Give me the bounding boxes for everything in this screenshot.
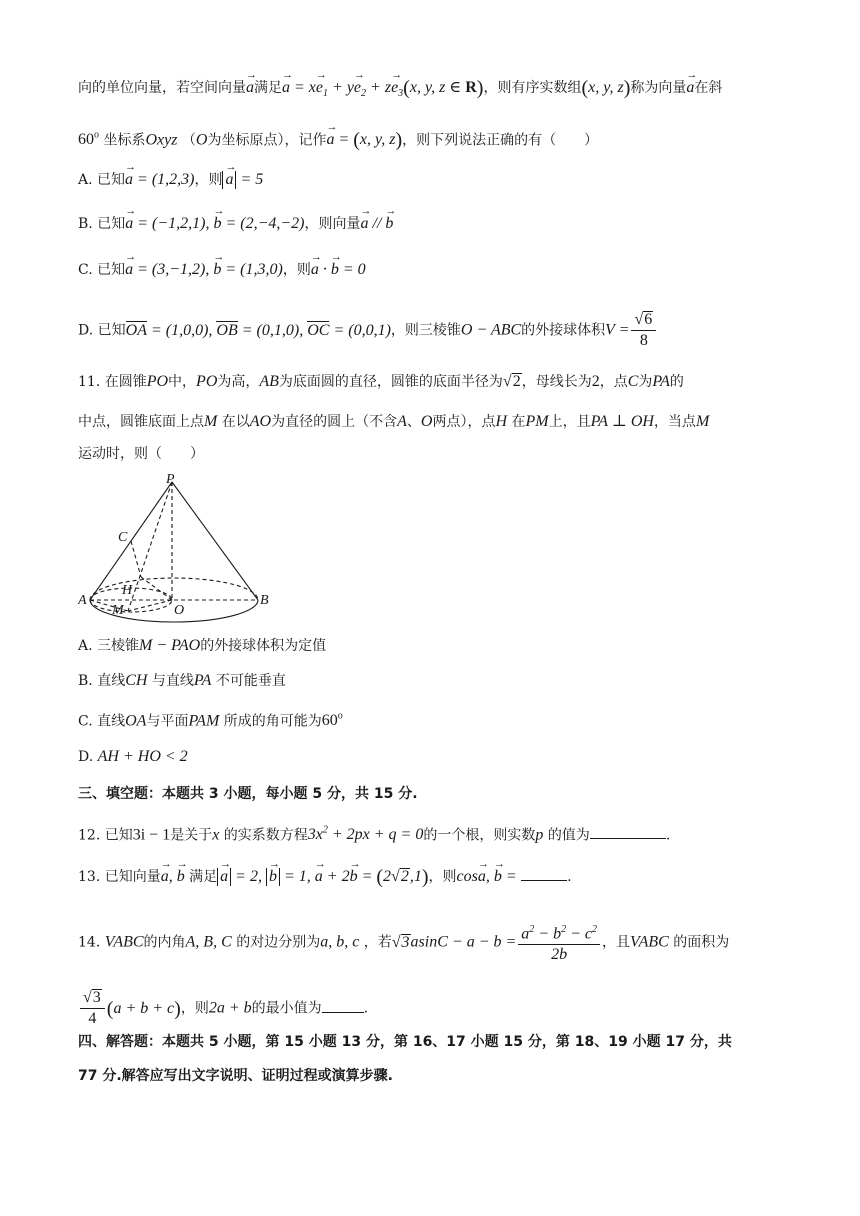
label-m: M [112, 603, 124, 618]
q11-line-3: 运动时，则（ ） [78, 446, 204, 462]
q12-answer-blank[interactable] [590, 822, 666, 839]
q10-option-b: B. 已知→ a = (−1,2,1), → b = (2,−4,−2)，则向量→ a // → b [78, 212, 790, 236]
label-c: C [118, 530, 128, 545]
section-4-heading-line-1: 四、解答题：本题共 5 小题，第 15 小题 13 分，第 16、17 小题 15 分，第 18、19 小题 17 分，共 [78, 1034, 732, 1050]
q10-option-a: A. 已知→ a = (1,2,3)，则→ a = 5 [78, 168, 790, 192]
q10-option-d: D. 已知OA = (1,0,0), OB = (0,1,0), OC = (0,0,1)，则三棱锥O − ABC的外接球体积V = $\frac{√6}{8}$ [78, 310, 790, 351]
section-3-heading: 三、填空题：本题共 3 小题，每小题 5 分，共 15 分. [78, 786, 418, 802]
segment-om [128, 600, 172, 611]
q13-answer-blank[interactable] [521, 864, 567, 881]
q11-option-a: A. 三棱锥M − PAO的外接球体积为定值 [78, 637, 327, 654]
q14-line-2: $\frac{√3}{4}$ (a + b + c)，则2a + b的最小值为 . [78, 988, 790, 1029]
section-4-heading-line-2: 77 分.解答应写出文字说明、证明过程或演算步骤. [78, 1068, 393, 1084]
q10-line-2: 60$^o$ 坐标系Oxyz （O为坐标原点），记作→ a = (x, y, z)，则下列说法正确的有（ ） [78, 124, 790, 152]
q11-line-2: 中点，圆锥底面上点M 在以AO为直径的圆上（不含A、O两点），点H 在PM上，且PA ⊥ OH，当点M [78, 413, 710, 430]
label-o: O [174, 603, 185, 618]
segment-pm [128, 482, 172, 611]
q11-option-b: B. 直线CH 与直线PA 不可能垂直 [78, 672, 286, 689]
label-p: P [166, 474, 175, 487]
q13: 13. 已知向量→ a, → b 满足→ a = 2, → b = 1, → a + 2→ b = (2√2,1)，则cos→ a, → b = . [78, 864, 790, 889]
q14-answer-blank[interactable] [322, 996, 364, 1013]
q11-option-c: C. 直线OA与平面PAM 所成的角可能为60$^o$ [78, 711, 343, 730]
q12: 12. 已知3i − 1是关于x 的实系数方程$3x^2 + 2px + q = 0$的一个根，则实数p 的值为 . [78, 819, 790, 847]
q10-line-1: 向的单位向量，若空间向量→ a满足→ $a = x\to e_1 + y\to e_2 + z\to e_3(x$, y, z ∈ R)，则有序实数组(x, y, z)称为向量→ a在斜 [78, 76, 790, 106]
cone-figure [78, 474, 288, 624]
q10-option-c: C. 已知→ a = (3,−1,2), → b = (1,3,0)，则→ a · → b = 0 [78, 258, 790, 282]
label-h: H [122, 583, 133, 598]
q14-line-1: 14. VABC的内角A, B, C 的对边分别为a, b, c ，若√3asinC − a − b = $\frac{a^2 - b^2 - c^2}{2b}$ ，且VABC 的面积为 [78, 920, 790, 965]
label-a: A [78, 593, 87, 608]
segment-ch [131, 541, 141, 577]
q11-line-1: 11. 在圆锥PO中，PO为高，AB为底面圆的直径，圆锥的底面半径为√2，母线长为2，点C为PA的 [78, 373, 684, 390]
generatrix-pb [172, 482, 258, 600]
label-b: B [260, 593, 269, 608]
q11-option-d: D. AH + HO < 2 [78, 748, 188, 765]
